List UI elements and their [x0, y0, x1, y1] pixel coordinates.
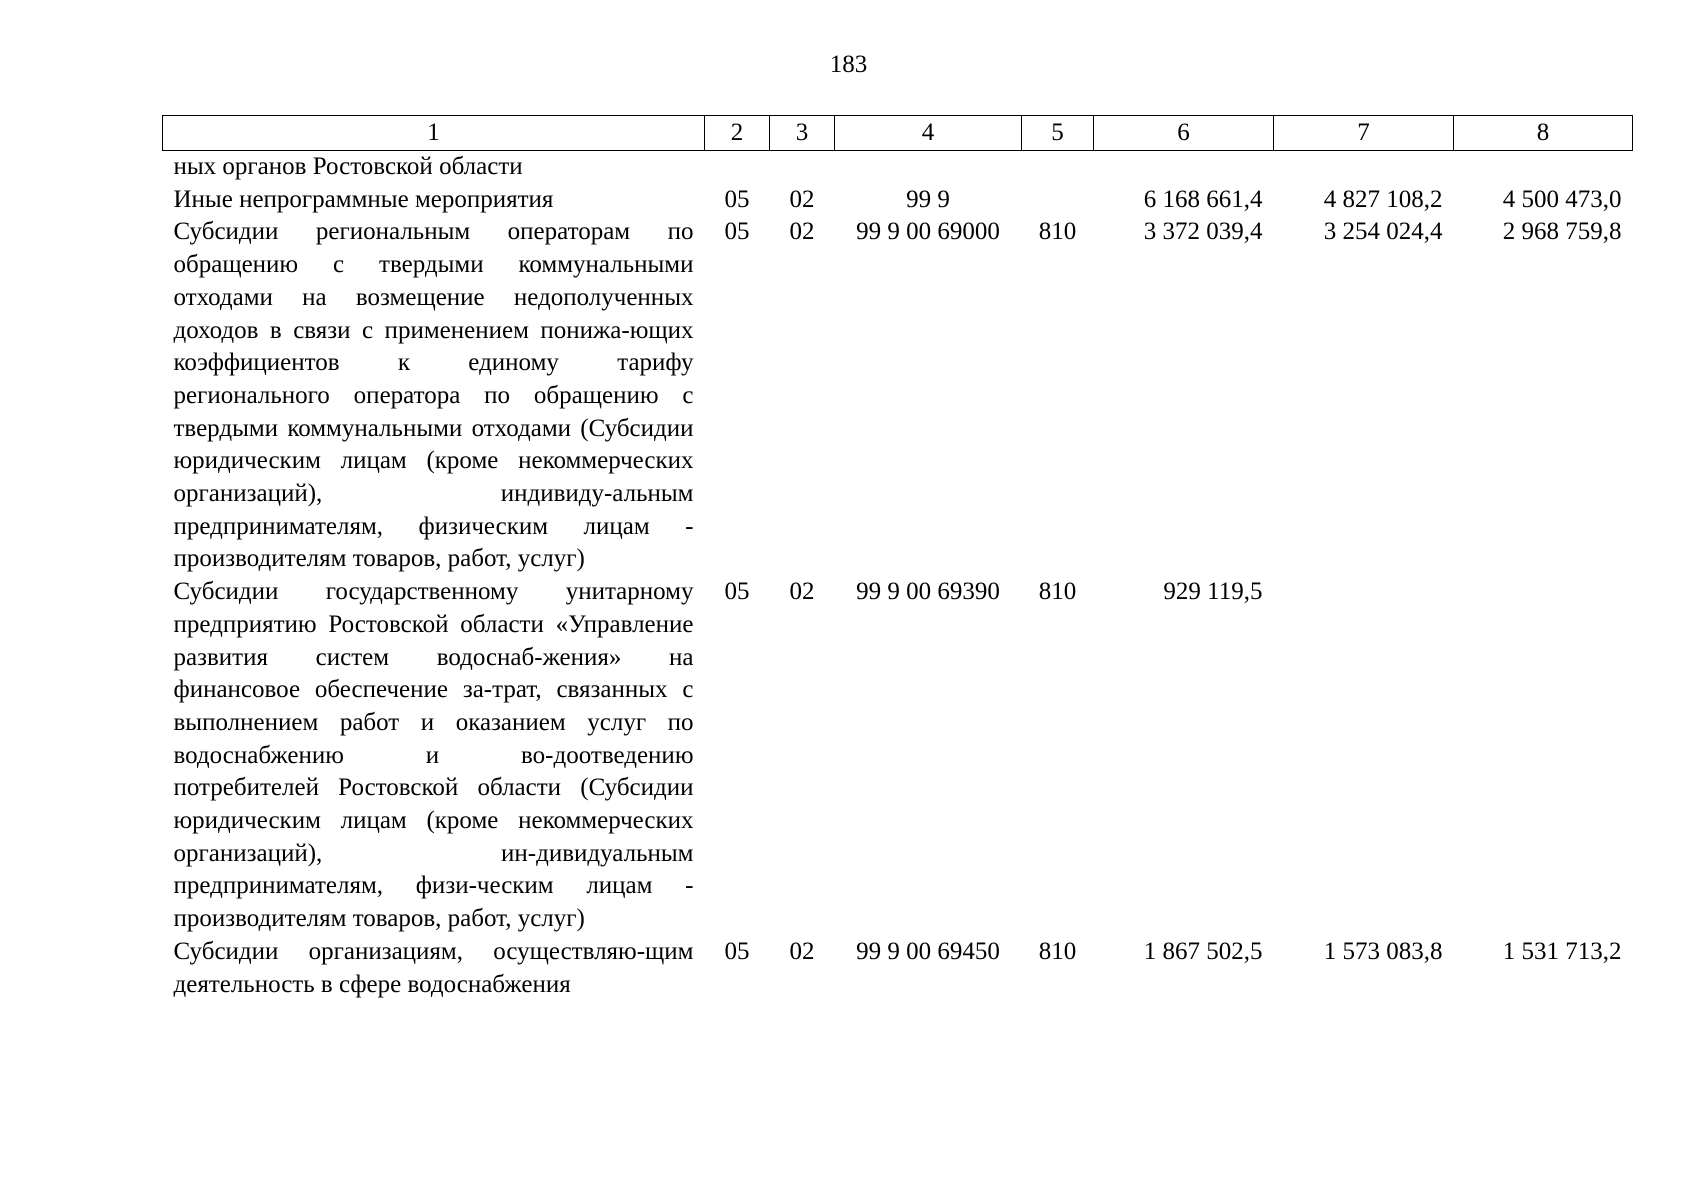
table-row [163, 216, 1633, 576]
row-amount-col8: 4 500 473,0 [1502, 185, 1622, 213]
page-number: 183 [829, 51, 868, 78]
row-name: ных органов Ростовской области [173, 153, 523, 180]
row-amount-col6: 1 867 502,5 [1143, 937, 1263, 965]
row-target-article: 99 9 00 69390 [856, 578, 1000, 606]
row-amount-col7 [1274, 151, 1454, 184]
row-amount-col8 [1454, 151, 1633, 184]
table-row [163, 151, 1633, 184]
row-subsection: 02 [789, 185, 815, 213]
row-expense-type [1022, 151, 1094, 184]
table-row [163, 576, 1633, 936]
header-row [163, 116, 1633, 151]
header-col-6: 6 [1094, 116, 1274, 151]
header-col-3: 3 [770, 116, 835, 151]
row-section: 05 [724, 578, 750, 606]
table-body [163, 151, 1633, 1002]
row-name: Субсидии организациям, осуществляю-щим деятельность в сфере водоснабжения [173, 937, 694, 998]
row-target-article: 99 9 [906, 185, 950, 213]
row-amount-col8: 2 968 759,8 [1502, 218, 1622, 246]
row-amount-col7 [1274, 576, 1454, 936]
row-target-article [835, 151, 1022, 184]
row-name: Субсидии региональным операторам по обращению с твердыми коммунальными отходами на возмещение недополученных доходов в связи с применением понижа-ющих коэффициентов к единому тарифу регионального оператора по обращению с твердыми коммунальными отходами (Субсидии юридическим лицам (кроме некоммерческих организаций), индивиду-альным предпринимателям, физическим лицам - производителям товаров, работ, услуг) [173, 218, 694, 573]
row-section: 05 [724, 185, 750, 213]
row-section: 05 [724, 937, 750, 965]
row-name: Субсидии государственному унитарному предприятию Ростовской области «Управление развития систем водоснаб-жения» на финансовое обеспечение за-трат, связанных с выполнением работ и оказанием услуг по водоснабжению и во-доотведению потребителей Ростовской области (Субсидии юридическим лицам (кроме некоммерческих организаций), ин-дивидуальным предпринимателям, физи-ческим лицам - производителям товаров, работ, услуг) [173, 578, 694, 933]
row-amount-col8 [1454, 576, 1633, 936]
row-amount-col6: 929 119,5 [1163, 578, 1263, 606]
row-subsection: 02 [789, 578, 815, 606]
row-section [705, 151, 770, 184]
table-row [163, 184, 1633, 217]
budget-table [162, 115, 1633, 1001]
row-subsection [770, 151, 835, 184]
row-amount-col6: 6 168 661,4 [1143, 185, 1263, 213]
row-expense-type: 810 [1038, 218, 1077, 246]
header-col-5: 5 [1022, 116, 1094, 151]
table-header [163, 116, 1633, 151]
header-col-4: 4 [835, 116, 1022, 151]
table-row [163, 936, 1633, 1001]
row-target-article: 99 9 00 69450 [856, 937, 1000, 965]
row-expense-type: 810 [1038, 578, 1077, 606]
row-section: 05 [724, 218, 750, 246]
header-col-8: 8 [1454, 116, 1633, 151]
header-col-2: 2 [705, 116, 770, 151]
header-col-1: 1 [163, 116, 705, 151]
row-amount-col6 [1094, 151, 1274, 184]
row-subsection: 02 [789, 937, 815, 965]
row-target-article: 99 9 00 69000 [856, 218, 1000, 246]
row-subsection: 02 [789, 218, 815, 246]
row-name: Иные непрограммные мероприятия [173, 185, 554, 213]
row-amount-col8: 1 531 713,2 [1502, 937, 1622, 965]
row-amount-col7: 3 254 024,4 [1323, 218, 1443, 246]
row-amount-col7: 1 573 083,8 [1323, 937, 1443, 965]
row-expense-type [1022, 184, 1094, 217]
header-col-7: 7 [1274, 116, 1454, 151]
row-expense-type: 810 [1038, 937, 1077, 965]
row-amount-col7: 4 827 108,2 [1323, 185, 1443, 213]
row-amount-col6: 3 372 039,4 [1143, 218, 1263, 246]
